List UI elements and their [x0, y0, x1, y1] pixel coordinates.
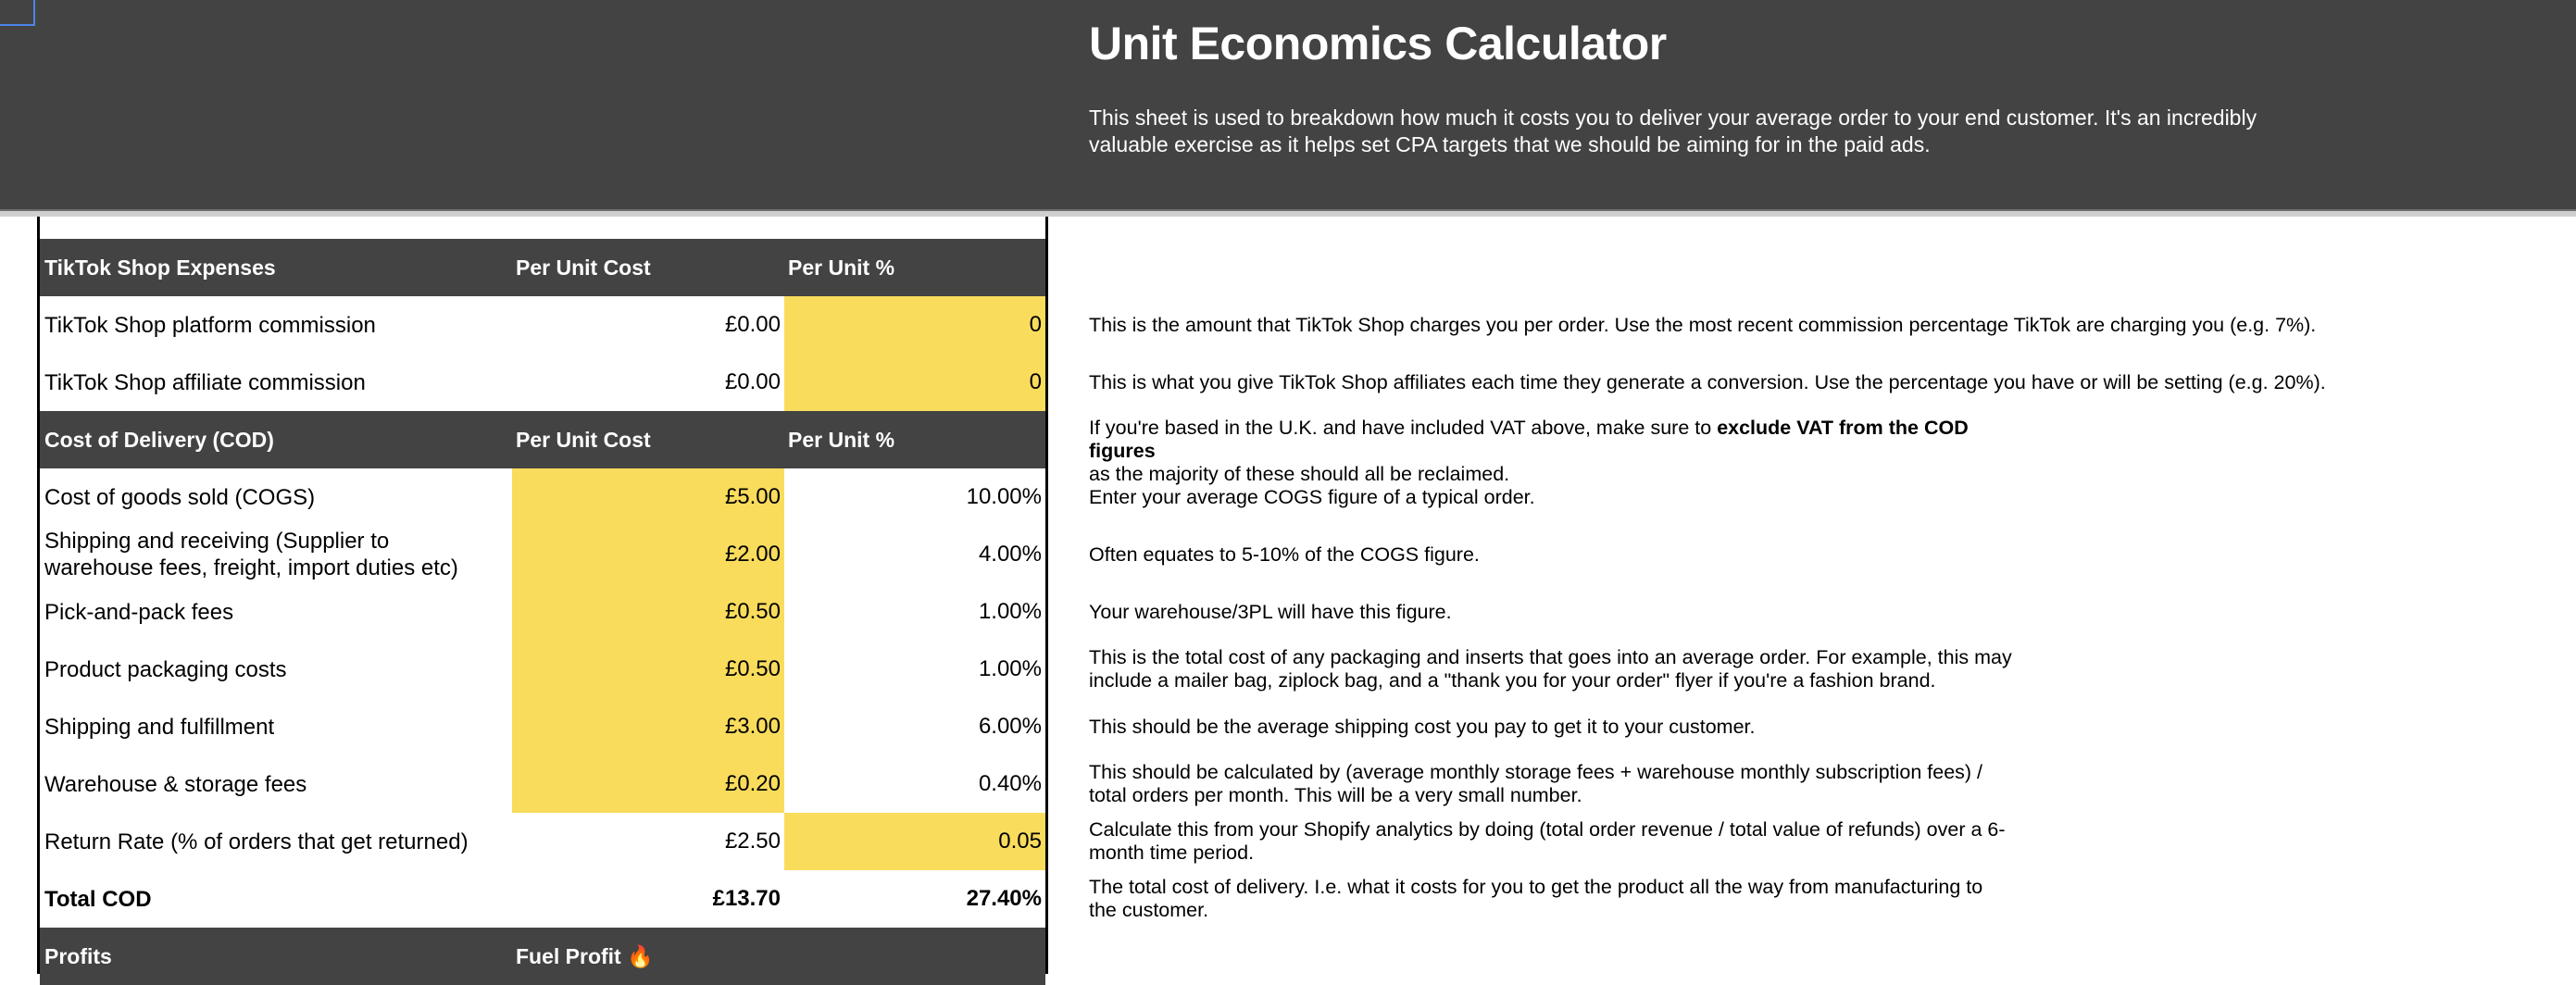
table-row [40, 813, 1045, 870]
table-row [40, 354, 1045, 411]
total-label[interactable]: Total COD [44, 886, 152, 912]
table-row [40, 296, 1045, 354]
row-cost[interactable]: £0.00 [724, 312, 781, 337]
row-percent-input[interactable]: 0.05 [784, 813, 1045, 870]
page-subtitle: This sheet is used to breakdown how much it costs you to deliver your average order to your end customer. It's an incredibly valuable exercise as it helps set CPA targets that we should be aiming for in the paid ads. [1089, 106, 2257, 156]
row-label[interactable]: Shipping and fulfillment [44, 714, 275, 740]
note-cogs: Enter your average COGS figure of a typical order. [1089, 485, 1535, 508]
per-unit-percent-header: Per Unit % [788, 427, 895, 452]
note-affiliate-commission: This is what you give TikTok Shop affiliates each time they generate a conversion. Use the percentage you have or will be setting (e.g. 20%). [1089, 370, 2326, 393]
page-title: Unit Economics Calculator [1089, 18, 1667, 69]
row-cost-input[interactable]: £0.50 [512, 641, 784, 698]
note-packaging: This is the total cost of any packaging and inserts that goes into an average order. For example, this may include a mailer bag, ziplock bag, and a "thank you for your order" flyer if you're a fashion brand. [1089, 646, 2012, 692]
per-unit-percent-header: Per Unit % [788, 255, 895, 280]
table-row [40, 583, 1045, 641]
note-vat-suffix: as the majority of these should all be reclaimed. [1089, 463, 1510, 485]
cod-header: Cost of Delivery (COD) [44, 427, 274, 452]
note-total-cod: The total cost of delivery. I.e. what it costs for you to get the product all the way from manufacturing to the customer. [1089, 876, 1983, 921]
row-percent[interactable]: 4.00% [978, 542, 1042, 567]
table-row [40, 468, 1045, 526]
profits-col3-header [784, 928, 1045, 985]
profits-header-row [40, 928, 1045, 985]
total-cod-row [40, 870, 1045, 928]
row-label[interactable]: Return Rate (% of orders that get returned) [44, 829, 469, 854]
row-percent-input[interactable]: 0 [784, 296, 1045, 354]
tiktok-expenses-header-row [40, 239, 1045, 296]
row-percent[interactable]: 6.00% [978, 714, 1042, 739]
fuel-profit-header: Fuel Profit 🔥 [516, 943, 654, 968]
row-percent[interactable]: 1.00% [978, 656, 1042, 681]
row-percent-input[interactable]: 0 [784, 354, 1045, 411]
table-row [40, 526, 1045, 583]
table-row [40, 755, 1045, 813]
row-label[interactable]: TikTok Shop affiliate commission [44, 369, 366, 395]
row-label[interactable]: Pick-and-pack fees [44, 599, 234, 625]
row-percent[interactable]: 10.00% [966, 484, 1042, 509]
per-unit-cost-header: Per Unit Cost [516, 255, 651, 280]
calculator-table [37, 217, 1048, 974]
row-label[interactable]: TikTok Shop platform commission [44, 312, 376, 338]
note-shipping-receiving: Often equates to 5-10% of the COGS figure. [1089, 542, 1480, 566]
row-cost-input[interactable]: £2.00 [512, 526, 784, 583]
note-returns: Calculate this from your Shopify analytics by doing (total order revenue / total value of refunds) over a 6-month time period. [1089, 818, 2006, 864]
cod-header-row [40, 411, 1045, 468]
header-divider [0, 209, 2576, 217]
row-cost[interactable]: £2.50 [724, 829, 781, 854]
row-percent[interactable]: 0.40% [978, 771, 1042, 796]
row-percent[interactable]: 1.00% [978, 599, 1042, 624]
note-vat-prefix: If you're based in the U.K. and have included VAT above, make sure to [1089, 417, 1718, 439]
row-cost-input[interactable]: £0.50 [512, 583, 784, 641]
row-cost[interactable]: £0.00 [724, 369, 781, 394]
row-cost-input[interactable]: £5.00 [512, 468, 784, 526]
table-row [40, 641, 1045, 698]
header-banner [0, 0, 2576, 209]
note-vat-bold: exclude VAT from the COD figures [1089, 417, 1969, 462]
row-cost-input[interactable]: £0.20 [512, 755, 784, 813]
note-storage: This should be calculated by (average monthly storage fees + warehouse monthly subscription fees) / total orders per month. This will be a very small number. [1089, 761, 1983, 806]
row-label[interactable]: Shipping and receiving (Supplier to warehouse fees, freight, import duties etc) [44, 529, 458, 580]
row-label[interactable]: Cost of goods sold (COGS) [44, 484, 316, 510]
note-pick-pack: Your warehouse/3PL will have this figure. [1089, 600, 1452, 623]
selected-cell-indicator[interactable] [0, 0, 35, 26]
table-row [40, 698, 1045, 755]
row-cost-input[interactable]: £3.00 [512, 698, 784, 755]
row-label[interactable]: Warehouse & storage fees [44, 771, 307, 797]
tiktok-expenses-header: TikTok Shop Expenses [44, 255, 276, 280]
note-platform-commission: This is the amount that TikTok Shop charges you per order. Use the most recent commission percentage TikTok are charging you (e.g. 7%). [1089, 313, 2317, 336]
total-percent[interactable]: 27.40% [966, 886, 1042, 911]
total-cost[interactable]: £13.70 [712, 886, 781, 911]
per-unit-cost-header: Per Unit Cost [516, 427, 651, 452]
row-label[interactable]: Product packaging costs [44, 656, 287, 682]
profits-header: Profits [44, 943, 112, 968]
note-fulfillment: This should be the average shipping cost you pay to get it to your customer. [1089, 715, 1756, 738]
note-vat [1089, 411, 2015, 485]
